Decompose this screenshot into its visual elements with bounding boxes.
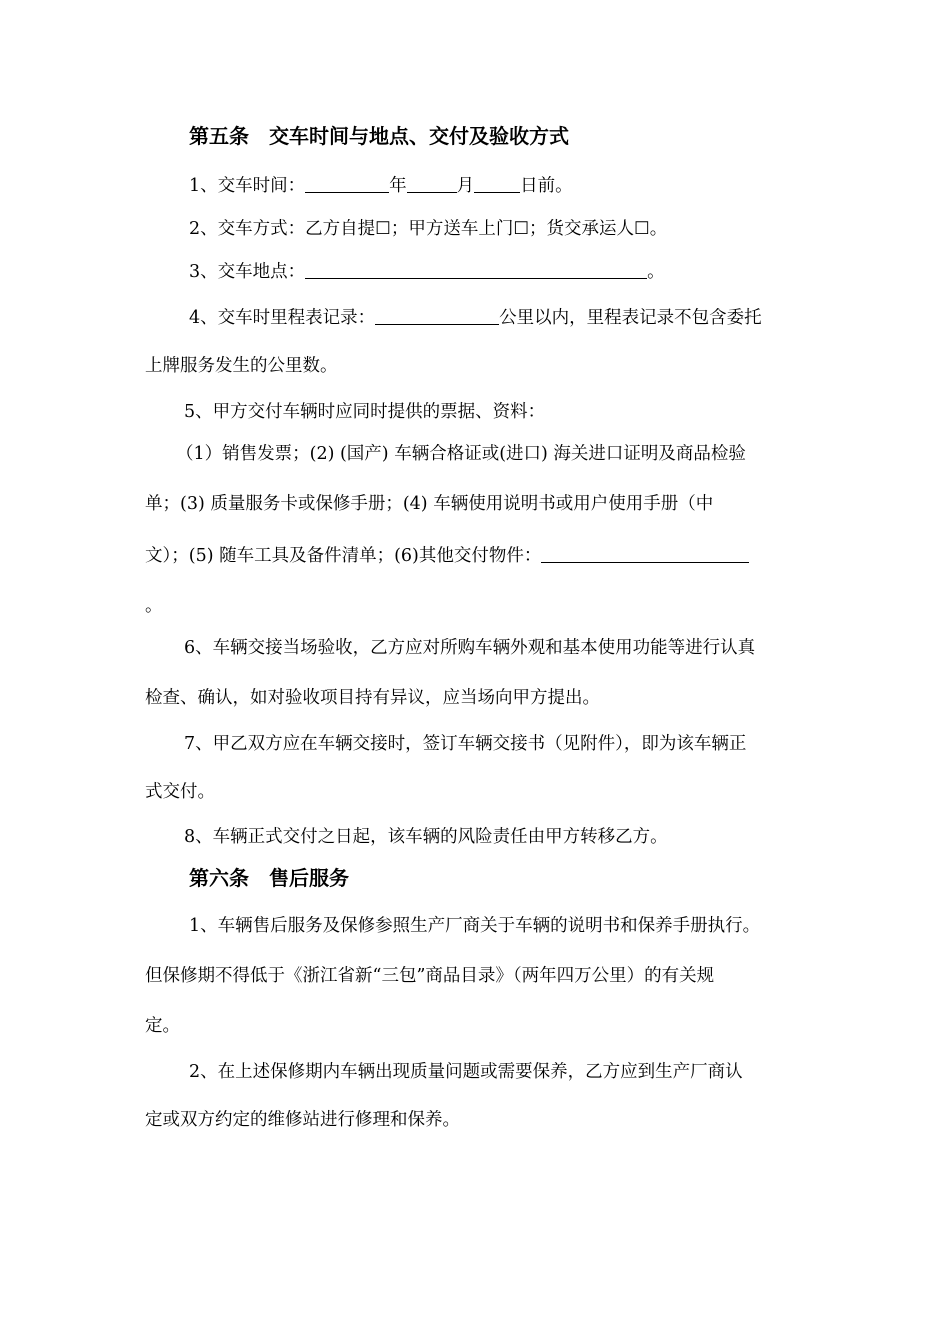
other-items-label: 文）；(5) 随车工具及备件清单；(6)其他交付物件： [145,546,542,566]
documents-list-line2: 单；(3) 质量服务卡或保修手册；(4) 车辆使用说明书或用户使用手册（中 [145,494,714,514]
item-inspection-line2: 检查、确认，如对验收项目持有异议，应当场向甲方提出。 [145,688,600,708]
delivery-time-label: 1、交车时间： [189,176,306,196]
year-label: 年 [389,176,407,196]
section5-heading [189,124,569,148]
delivery-year-blank[interactable] [305,174,389,193]
service-item1-line1: 1、车辆售后服务及保修参照生产厂商关于车辆的说明书和保养手册执行。 [189,916,761,936]
item-delivery-time [189,174,573,198]
section6-heading [189,866,349,890]
item-odometer [189,306,762,330]
section5-heading-title: 交车时间与地点、交付及验收方式 [269,124,569,148]
delivery-place-blank[interactable] [305,260,647,279]
delivery-place-end: 。 [647,262,665,282]
item-inspection-line1: 6、车辆交接当场验收，乙方应对所购车辆外观和基本使用功能等进行认真 [184,638,756,658]
documents-list-line1: （1）销售发票；(2) (国产) 车辆合格证或(进口) 海关进口证明及商品检验 [176,444,746,464]
documents-list-line3 [145,544,749,568]
item-delivery-place [189,260,665,284]
documents-list-line4: 。 [145,596,163,616]
day-label: 日前。 [520,176,573,196]
item-handover-line1: 7、甲乙双方应在车辆交接时，签订车辆交接书（见附件），即为该车辆正 [184,734,747,754]
delivery-place-label: 3、交车地点： [189,262,306,282]
item-documents: 5、甲方交付车辆时应同时提供的票据、资料： [184,402,546,422]
odometer-rest: 公里以内，里程表记录不包含委托 [499,308,762,328]
section6-heading-title: 售后服务 [269,866,349,890]
other-items-blank[interactable] [541,544,749,563]
item-delivery-method: 2、交车方式：乙方自提☐；甲方送车上门☐；货交承运人☐。 [189,219,668,239]
item-handover-line2: 式交付。 [145,782,215,802]
item-risk-transfer: 8、车辆正式交付之日起，该车辆的风险责任由甲方转移乙方。 [184,827,668,847]
delivery-day-blank[interactable] [474,174,520,193]
service-item2-line1: 2、在上述保修期内车辆出现质量问题或需要保养，乙方应到生产厂商认 [189,1062,743,1082]
odometer-blank[interactable] [375,306,499,325]
service-item2-line2: 定或双方约定的维修站进行修理和保养。 [145,1110,460,1130]
section5-heading-num: 第五条 [189,124,249,148]
section6-heading-num: 第六条 [189,866,249,890]
month-label: 月 [456,176,475,196]
delivery-month-blank[interactable] [407,174,457,193]
odometer-label: 4、交车时里程表记录： [189,308,376,328]
odometer-line2: 上牌服务发生的公里数。 [145,356,338,376]
service-item1-line3: 定。 [145,1016,180,1036]
service-item1-line2: 但保修期不得低于《浙江省新“三包”商品目录》（两年四万公里）的有关规 [145,966,715,986]
